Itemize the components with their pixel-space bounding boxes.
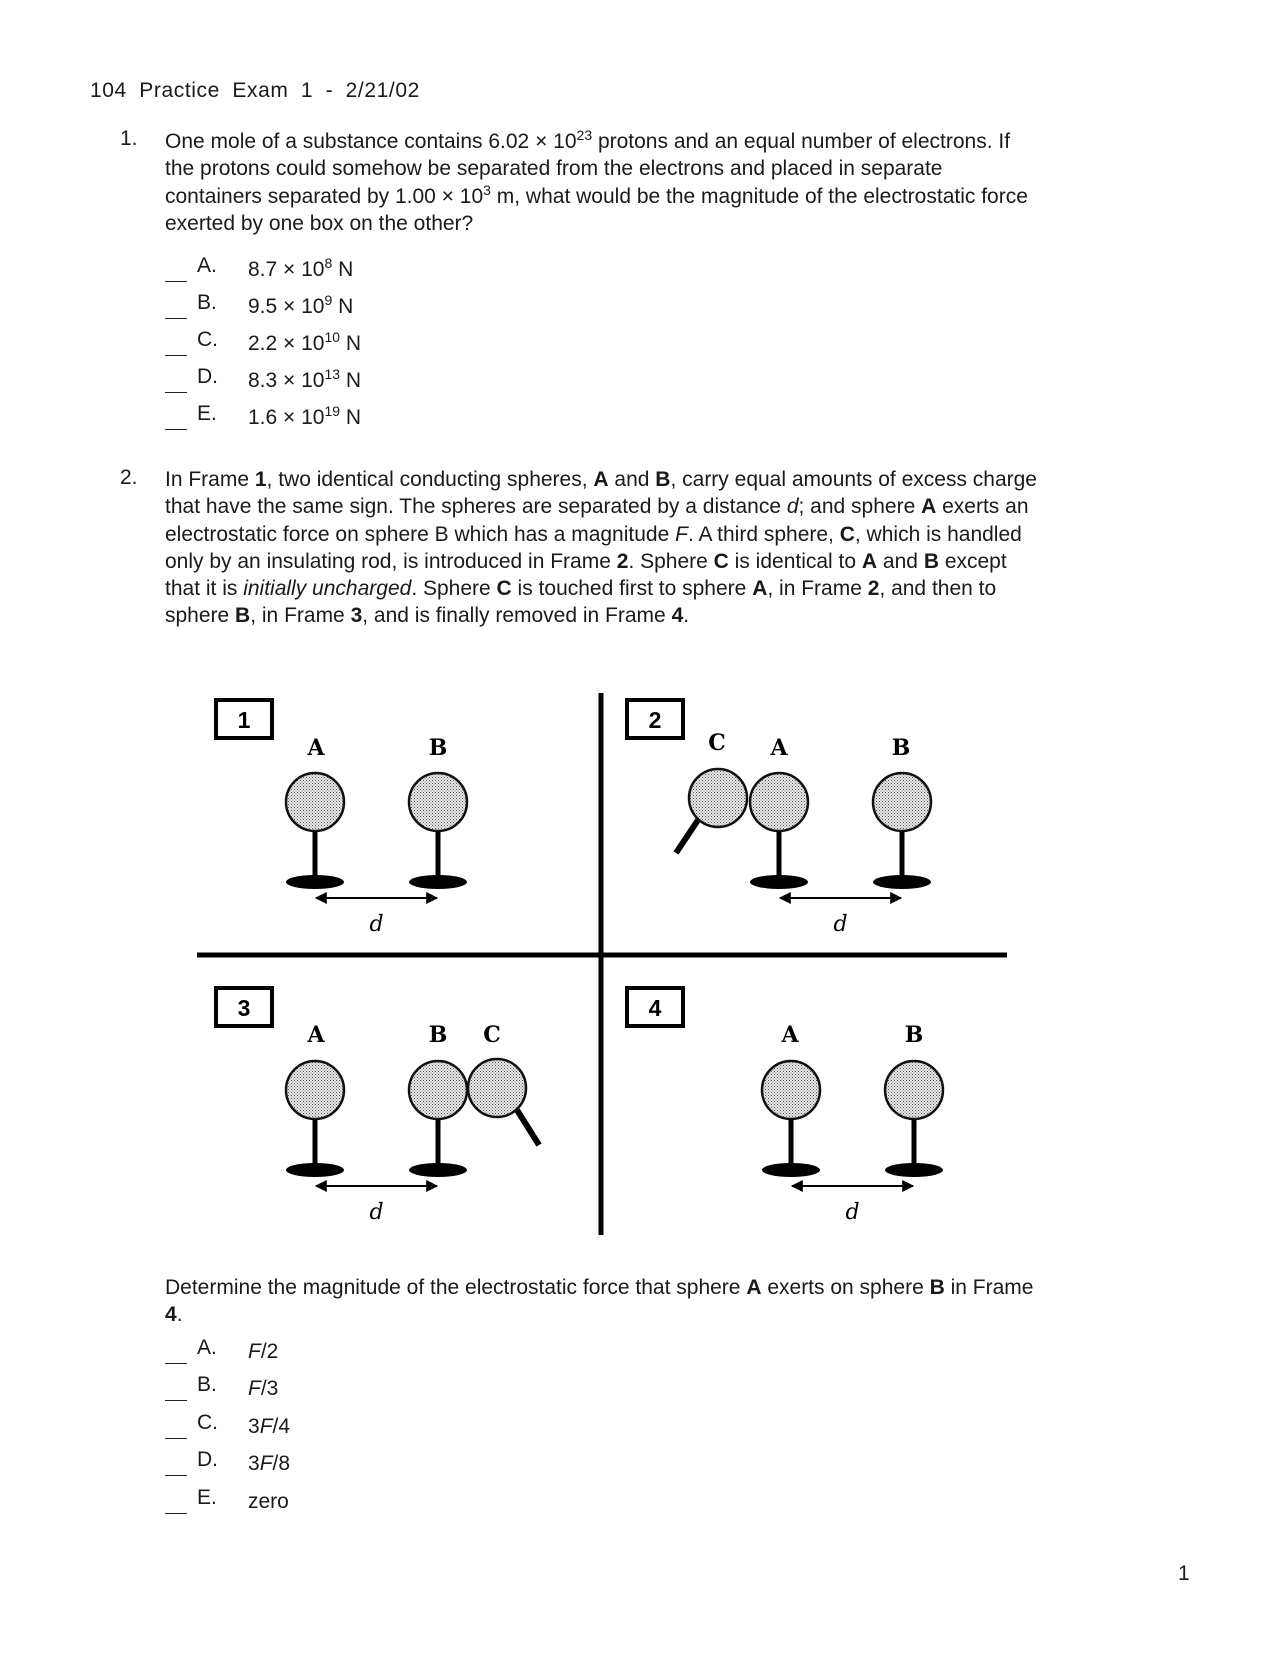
sphere bbox=[873, 773, 931, 831]
sphere bbox=[750, 773, 808, 831]
sphere-stand bbox=[873, 831, 931, 889]
page-number: 1 bbox=[1178, 1562, 1190, 1585]
sphere bbox=[689, 769, 747, 827]
question-1-number: 1. bbox=[120, 127, 138, 150]
sphere-stand bbox=[885, 1119, 943, 1177]
frame-number-box bbox=[627, 700, 683, 738]
sphere-label-a: A bbox=[770, 735, 788, 761]
sphere-label-b: B bbox=[428, 1022, 448, 1048]
question-2-prompt: Determine the magnitude of the electrostatic force that sphere A exerts on sphere B in Frame 4. bbox=[165, 1276, 1034, 1327]
distance-label: d bbox=[845, 1200, 860, 1225]
question-2-text: In Frame 1, two identical conducting spheres, A and B, carry equal amounts of excess charge that have the same sign. The spheres are separated by a distance d; and sphere A exerts an electrostatic force on sphere B which has a magnitude F. A third sphere, C, which is handled only by an insulating rod, is introduced in Frame 2. Sphere C is identical to A and B except that it is initially uncharged. Sphere C is touched first to sphere A, in Frame 2, and then to sphere B, in Frame 3, and is finally removed in Frame 4. bbox=[165, 468, 1037, 628]
insulating-rod bbox=[517, 1110, 539, 1145]
sphere-label-a: A bbox=[307, 735, 325, 761]
sphere-label-b: B bbox=[904, 1022, 924, 1048]
frame-number-box bbox=[627, 988, 683, 1026]
sphere bbox=[762, 1061, 820, 1119]
sphere-label-c: C bbox=[483, 1022, 501, 1048]
distance-label: d bbox=[369, 1200, 384, 1225]
sphere-stand bbox=[286, 1119, 344, 1177]
frame-number: 4 bbox=[648, 995, 662, 1021]
sphere-label-b: B bbox=[891, 735, 911, 761]
frame-number: 2 bbox=[648, 707, 662, 733]
frame-number: 1 bbox=[237, 707, 251, 733]
frame-3 bbox=[216, 988, 539, 1225]
sphere-label-c: C bbox=[708, 730, 726, 756]
frame-2 bbox=[627, 700, 931, 937]
sphere-stand bbox=[750, 831, 808, 889]
sphere-stand bbox=[762, 1119, 820, 1177]
distance-label: d bbox=[369, 912, 384, 937]
frame-number: 3 bbox=[237, 995, 251, 1021]
frame-4 bbox=[627, 988, 943, 1225]
sphere bbox=[885, 1061, 943, 1119]
sphere bbox=[409, 1061, 467, 1119]
sphere-label-a: A bbox=[307, 1022, 325, 1048]
sphere-stand bbox=[409, 831, 467, 889]
sphere bbox=[468, 1059, 526, 1117]
sphere-label-a: A bbox=[781, 1022, 799, 1048]
sphere-stand bbox=[286, 831, 344, 889]
sphere-label-b: B bbox=[428, 735, 448, 761]
insulating-rod bbox=[676, 820, 698, 853]
page-header: 104 Practice Exam 1 - 2/21/02 bbox=[90, 79, 420, 102]
frame-number-box bbox=[216, 700, 272, 738]
sphere bbox=[409, 773, 467, 831]
question-1-text: One mole of a substance contains $6.02 \times 10^{23}$ protons and an equal number of electrons. If the protons could somehow be separated from the electrons and placed in separate containers separated by $1.00 \times 10^3$ m, what would be the magnitude of the electrostatic force exerted by one box on the other? bbox=[165, 127, 1028, 235]
frame-1 bbox=[216, 700, 467, 937]
frame-number-box bbox=[216, 988, 272, 1026]
question-2-number: 2. bbox=[120, 466, 138, 489]
sphere bbox=[286, 1061, 344, 1119]
sphere-stand bbox=[409, 1119, 467, 1177]
sphere bbox=[286, 773, 344, 831]
distance-label: d bbox=[833, 912, 848, 937]
